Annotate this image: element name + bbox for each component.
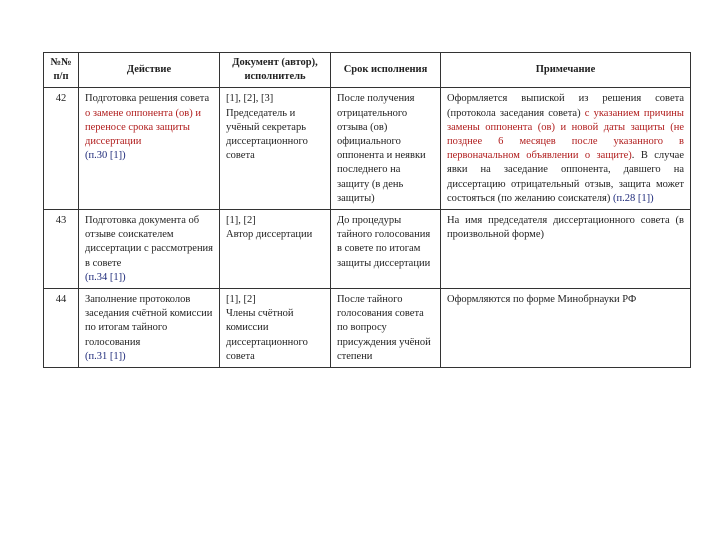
row-number-text: 44: [55, 294, 67, 306]
document-cell: [220, 210, 331, 289]
deadline-text: До процедуры тайного голосования в совете по итогам защиты диссертации: [337, 215, 431, 269]
header-row: [44, 53, 691, 88]
row-number: [44, 289, 79, 368]
document-references: [1], [2], [3]: [226, 93, 274, 105]
note-cell: [441, 289, 691, 368]
header-action: Действие: [79, 53, 220, 88]
note-text-segment: (п.28 [1]): [613, 192, 654, 204]
header-deadline: Срок исполнения: [331, 53, 441, 88]
note-cell: [441, 88, 691, 210]
note-text-segment: На имя председателя диссертационного совета (в произвольной форме): [447, 215, 684, 241]
action-text-segment: о замене оппонента (ов) и переносе срока защиты диссертации: [85, 107, 201, 148]
header-note: Примечание: [441, 53, 691, 88]
action-text-segment: Подготовка документа об отзыве соискателем диссертации с рассмотрения в совете: [85, 215, 214, 269]
header-document: Документ (автор), исполнитель: [220, 53, 331, 88]
action-text-segment: (п.30 [1]): [85, 150, 126, 162]
procedure-table: [43, 52, 691, 368]
row-number: [44, 88, 79, 210]
document-cell: [220, 88, 331, 210]
document-executor: Председатель и учёный секретарь диссертационного совета: [226, 107, 308, 162]
action-text-segment: Подготовка решения совета: [85, 93, 210, 105]
table-row: [44, 210, 691, 289]
row-number-text: 43: [55, 215, 67, 227]
deadline-text: После тайного голосования совета по вопросу присуждения учёной степени: [337, 294, 431, 362]
deadline-cell: [331, 210, 441, 289]
header-number: №№ п/п: [44, 53, 79, 88]
deadline-cell: [331, 88, 441, 210]
action-cell: [79, 210, 220, 289]
row-number-text: 42: [55, 93, 67, 105]
document-executor: Члены счётной комиссии диссертационного совета: [226, 308, 308, 362]
action-text-segment: (п.31 [1]): [85, 350, 126, 362]
action-text-segment: (п.34 [1]): [85, 271, 126, 283]
deadline-cell: [331, 289, 441, 368]
note-text-segment: Оформляется выпиской из решения совета (протокола заседания совета): [447, 93, 684, 119]
note-text-segment: с указанием причины замены оппонента (ов) и новой даты защиты (не позднее 6 месяцев после указанного в первоначальном объявлении о защите): [447, 107, 684, 162]
action-cell: [79, 88, 220, 210]
table-row: [44, 88, 691, 210]
action-text-segment: Заполнение протоколов заседания счётной комиссии по итогам тайного голосования: [85, 294, 213, 348]
document-executor: Автор диссертации: [226, 229, 313, 241]
note-cell: [441, 210, 691, 289]
document-cell: [220, 289, 331, 368]
table-row: [44, 289, 691, 368]
action-cell: [79, 289, 220, 368]
note-text-segment: . В случае явки на заседание оппонента, давшего на диссертацию отрицательный отзыв, защита может состояться (по желанию соискателя): [447, 150, 684, 204]
deadline-text: После получения отрицательного отзыва (ов) официального оппонента и неявки последнего на защиту (в день защиты): [337, 93, 426, 204]
document-references: [1], [2]: [226, 294, 256, 306]
note-text-segment: Оформляются по форме Минобрнауки РФ: [447, 294, 637, 306]
document-references: [1], [2]: [226, 215, 256, 227]
row-number: [44, 210, 79, 289]
